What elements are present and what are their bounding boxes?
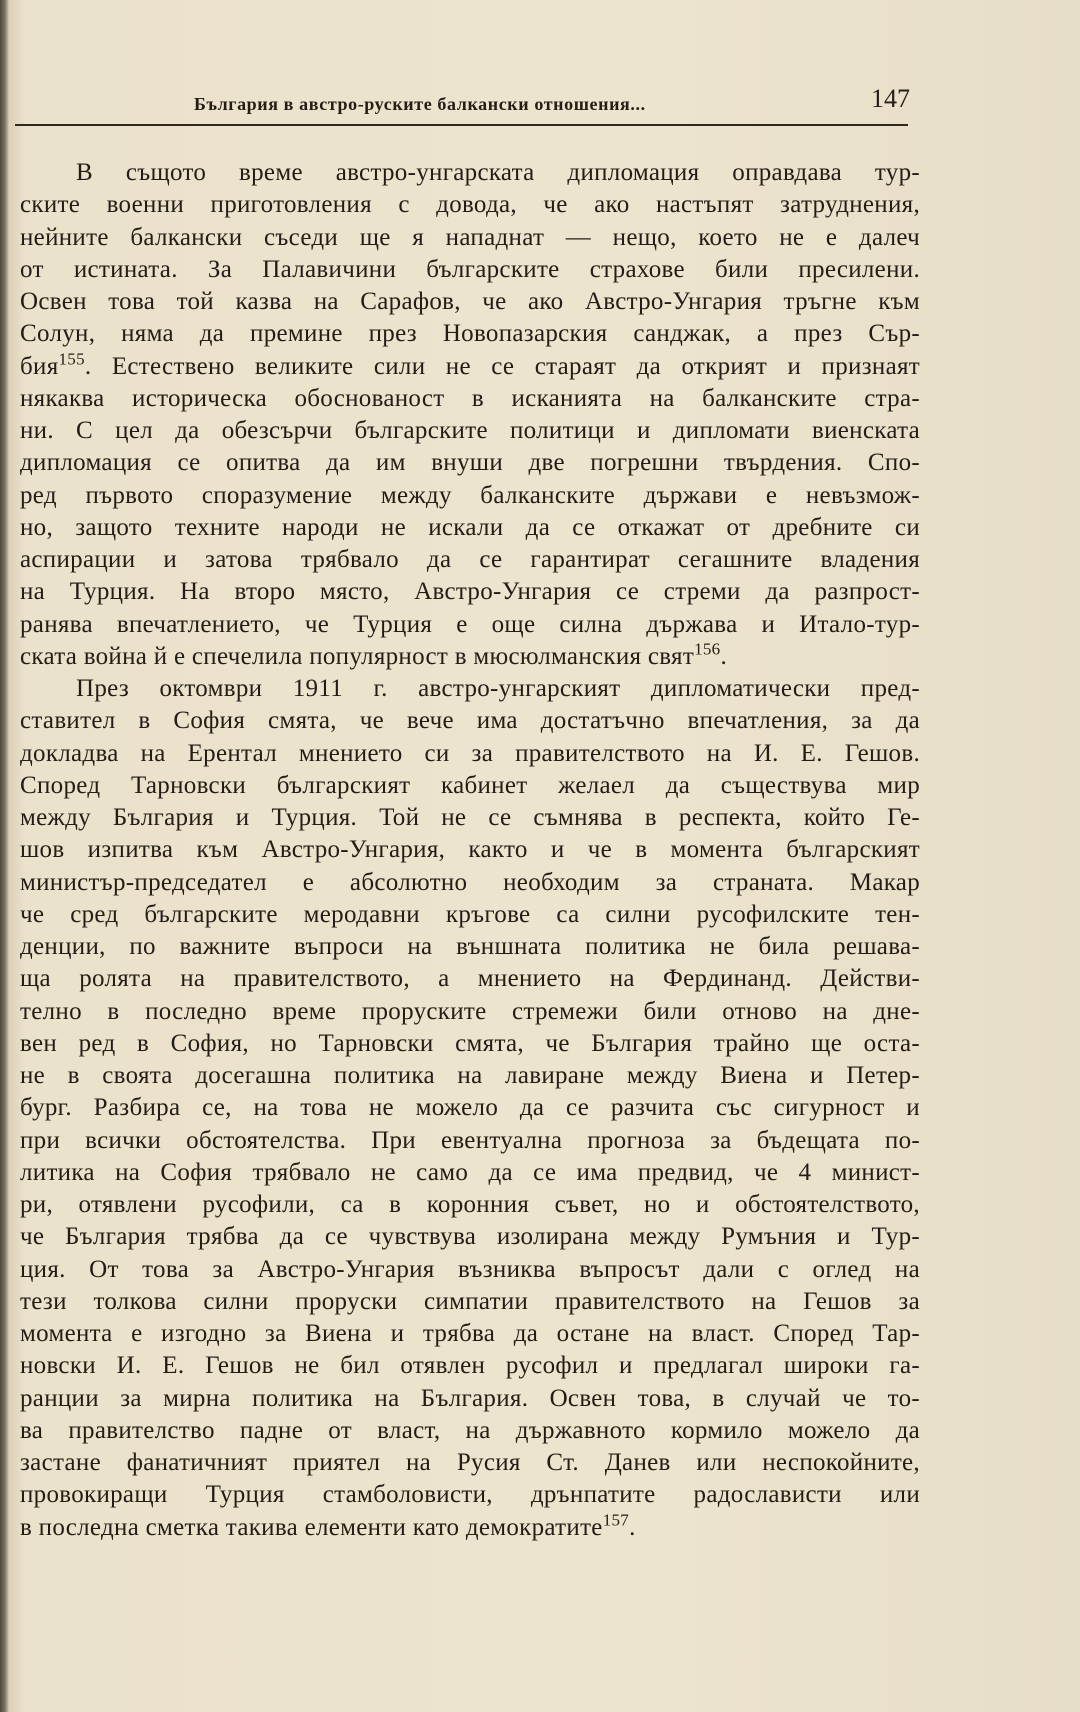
text-line: не в своята досегашна политика на лавиране между Виена и Петер- bbox=[20, 1062, 920, 1089]
line-text: . Естествено великите сили не се стараят да открият и признаят bbox=[84, 352, 920, 380]
header-rule bbox=[15, 124, 908, 126]
text-line: ранции за мирна политика на България. Освен това, в случай че то- bbox=[20, 1384, 920, 1412]
text-line: но, защото техните народи не искали да се откажат от дребните си bbox=[20, 513, 920, 541]
line-text: . bbox=[720, 642, 728, 670]
text-line: денции, по важните въпроси на външната политика не била решава- bbox=[20, 933, 920, 960]
text-line bbox=[20, 351, 920, 383]
binding-shadow bbox=[0, 0, 9, 1712]
text-line: ва правителство падне от власт, на държавното кормило можело да bbox=[20, 1416, 920, 1444]
text-line: някаква историческа обоснованост в исканията на балканските стра- bbox=[20, 384, 920, 412]
text-line: ред първото споразумение между балканските държави е невъзмож- bbox=[20, 481, 920, 509]
text-line bbox=[20, 1512, 920, 1544]
text-line bbox=[20, 641, 920, 673]
text-line: аспирации и затова трябвало да се гарантират сегашните владения bbox=[20, 546, 920, 573]
text-line: на Турция. На второ място, Австро-Унгария се стреми да разпрост- bbox=[20, 578, 920, 606]
text-line: между България и Турция. Той не се съмнява в респекта, който Ге- bbox=[20, 804, 920, 831]
text-line: тези толкова силни проруски симпатии правителството на Гешов за bbox=[20, 1287, 920, 1315]
text-line: ранява впечатлението, че Турция е още силна държава и Итало-тур- bbox=[20, 610, 920, 638]
text-line: застане фанатичният приятел на Русия Ст. Данев или неспокойните, bbox=[20, 1449, 920, 1476]
text-line: бург. Разбира се, на това не можело да се разчита със сигурност и bbox=[20, 1094, 920, 1122]
footnote-ref-157: 157 bbox=[602, 1510, 630, 1530]
text-line: при всички обстоятелства. При евентуална прогноза за бъдещата по- bbox=[20, 1126, 920, 1154]
line-text: в последна сметка такива елементи като демократите bbox=[20, 1513, 603, 1541]
text-line: новски И. Е. Гешов не бил отявлен русофил и предлагал широки га- bbox=[20, 1352, 920, 1380]
text-line: ските военни приготовления с довода, че ако настъпят затруднения, bbox=[20, 191, 920, 219]
line-text: бия bbox=[20, 352, 59, 380]
text-line: момента е изгодно за Виена и трябва да остане на власт. Според Тар- bbox=[20, 1320, 920, 1347]
text-line: министър-председател е абсолютно необходим за страната. Макар bbox=[20, 868, 920, 896]
line-text: ската война й е спечелила популярност в мюсюлманския свят bbox=[20, 642, 695, 670]
text-line: През октомври 1911 г. австро-унгарският дипломатически пред- bbox=[76, 675, 920, 702]
text-line: ща ролята на правителството, а мнението на Фердинанд. Действи- bbox=[20, 965, 920, 993]
line-text: . bbox=[629, 1513, 636, 1541]
running-head bbox=[30, 84, 910, 124]
text-line: ри, отявлени русофили, са в коронния съвет, но и обстоятелството, bbox=[20, 1191, 920, 1218]
page-number: 147 bbox=[871, 84, 910, 113]
text-line: вен ред в София, но Тарновски смята, че България трайно ще оста- bbox=[20, 1029, 920, 1057]
text-line: докладва на Ерентал мнението си за правителството на И. Е. Гешов. bbox=[20, 739, 920, 767]
footnote-ref-156: 156 bbox=[694, 639, 721, 659]
text-line: че България трябва да се чувствува изолирана между Румъния и Тур- bbox=[20, 1223, 920, 1251]
text-line: дипломация се опитва да им внуши две погрешни твърдения. Спо- bbox=[20, 449, 920, 477]
text-line: ни. С цел да обезсърчи българските политици и дипломати виенската bbox=[20, 417, 920, 444]
text-line: телно в последно време проруските стремежи били отново на дне- bbox=[20, 997, 920, 1025]
body-text bbox=[20, 157, 920, 1544]
text-line: Солун, няма да премине през Новопазарския санджак, а през Сър- bbox=[20, 320, 920, 348]
text-line: шов изпитва към Австро-Унгария, както и че в момента българският bbox=[20, 836, 920, 864]
text-line: Според Тарновски българският кабинет желаел да съществува мир bbox=[20, 771, 920, 799]
text-line: че сред българските меродавни кръгове са силни русофилските тен- bbox=[20, 900, 920, 928]
text-line: Освен това той казва на Сарафов, че ако Австро-Унгария тръгне към bbox=[20, 288, 920, 315]
text-line: ция. От това за Австро-Унгария възниква въпросът дали с оглед на bbox=[20, 1255, 920, 1283]
text-line: провокиращи Турция стамболовисти, дрънпатите радослависти или bbox=[20, 1481, 920, 1509]
running-title: България в австро-руските балкански отношения... bbox=[194, 94, 646, 114]
text-line: В същото време австро-унгарската дипломация оправдава тур- bbox=[76, 159, 920, 186]
text-line: литика на София трябвало не само да се има предвид, че 4 минист- bbox=[20, 1158, 920, 1186]
footnote-ref-155: 155 bbox=[58, 349, 85, 369]
text-line: ставител в София смята, че вече има достатъчно впечатления, за да bbox=[20, 707, 920, 735]
text-line: от истината. За Палавичини българските страхове били пресилени. bbox=[20, 255, 920, 283]
text-line: нейните балкански съседи ще я нападнат — нещо, което не е далеч bbox=[20, 223, 920, 251]
